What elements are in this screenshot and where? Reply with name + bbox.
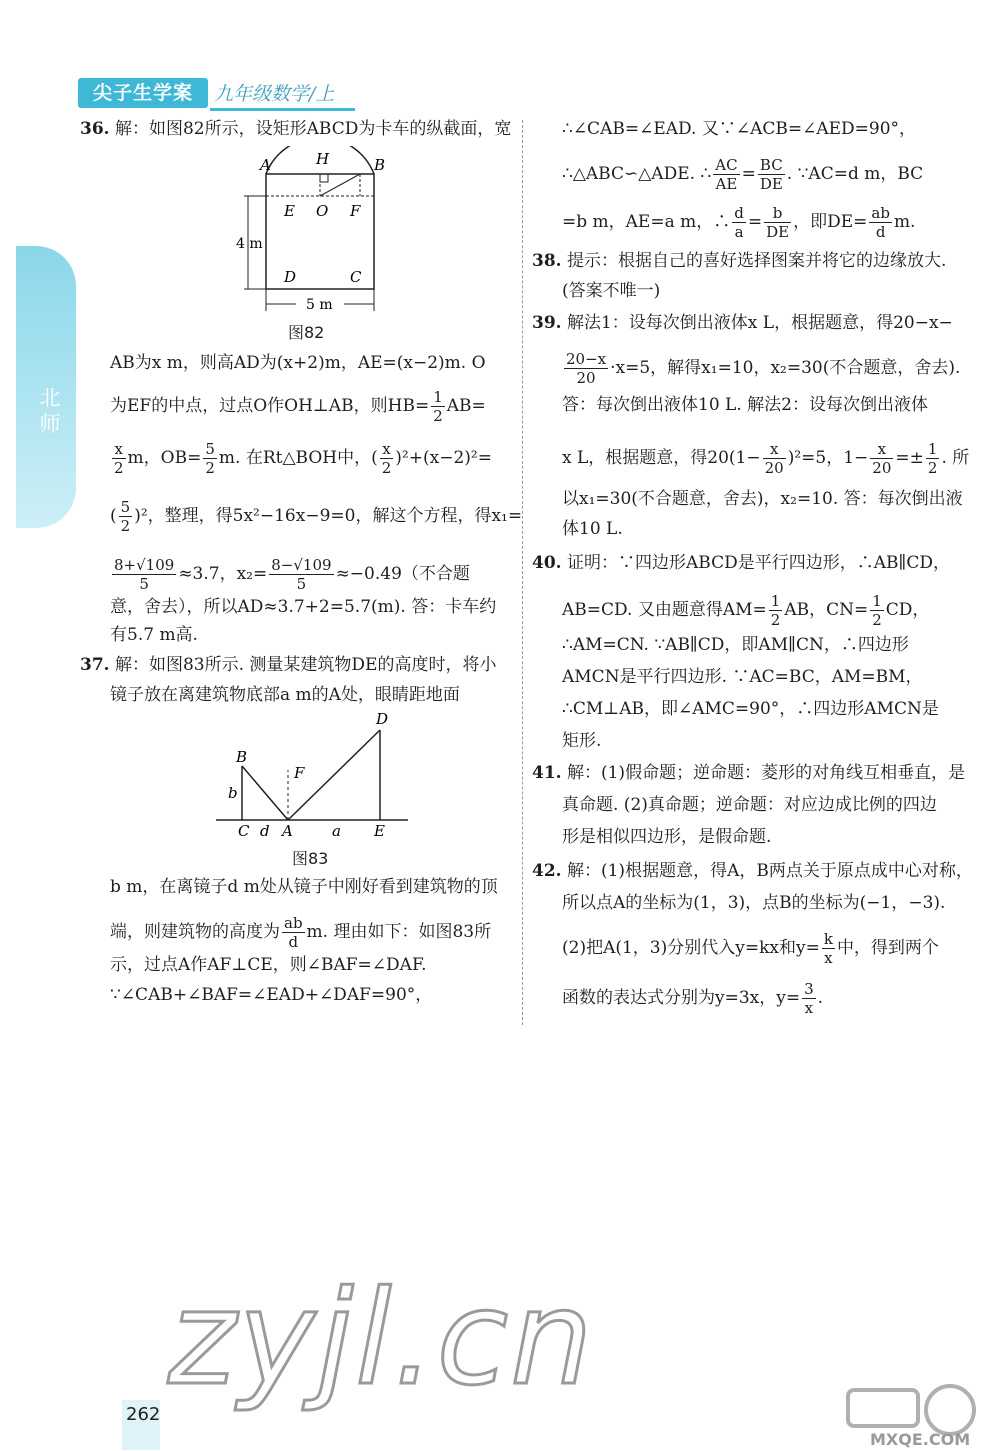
text: =b m，AE=a m，∴ [562,212,731,232]
fraction: $\frac{x}{20}$ [764,440,784,477]
problem-37-line4 [110,914,491,951]
header-subtitle: 九年级数学/上 [214,83,335,105]
figure-83 [212,708,412,848]
fraction: $\frac{1}{2}$ [927,440,938,477]
text: 解法1：设每次倒出液体x L，根据题意，得20−x− [566,313,953,333]
fraction: $\frac{8+√109}{5}$ [114,556,175,593]
problem-41-line2: 真命题. (2)真命题；逆命题：对应边成比例的四边 [562,795,937,815]
figure-82 [236,146,406,326]
text: 解：(1)假命题；逆命题：菱形的对角线互相垂直，是 [566,763,966,783]
problem-number: 42. [532,861,562,881]
problem-37-cont-line2 [562,156,923,193]
fraction: $\frac{5}{2}$ [120,498,131,535]
text: AB= [446,396,486,416]
text: m. 理由如下：如图83所 [306,922,492,942]
segment-ba [242,766,288,820]
fraction: $\frac{x}{20}$ [872,440,892,477]
problem-40-line3: ∴AM=CN. ∵AB∥CD，即AM∥CN，∴四边形 [562,635,909,655]
text: 提示：根据自己的喜好选择图案并将它的边缘放大. [566,251,947,271]
text: . 所 [941,448,970,468]
text: ≈−0.49（不合题 [335,564,470,584]
text: m，OB= [127,448,202,468]
fraction: $\frac{x}{2}$ [114,440,124,477]
fraction: $\frac{ab}{d}$ [284,914,303,951]
text: . ∵AC=d m，BC [786,164,924,184]
text: (2)把A(1，3)分别代入y=kx和y= [562,938,820,958]
problem-42-line2: 所以点A的坐标为(1，3)，点B的坐标为(−1，−3). [562,893,946,913]
problem-40-line4: AMCN是平行四边形. ∵AC=BC，AM=BM， [562,667,923,687]
fraction: $\frac{1}{2}$ [770,592,781,629]
label-b: B [374,156,386,174]
label-d-dist: d [260,822,270,840]
problem-36-line7: 意，舍去），所以AD≈3.7+2=5.7(m). 答：卡车约 [110,597,497,617]
text: AB，CN= [784,600,869,620]
problem-36-line1 [80,118,511,140]
column-divider [522,120,523,1025]
problem-36-line3 [110,388,486,425]
fraction: $\frac{k}{x}$ [823,930,833,967]
header-rule [210,108,355,111]
problem-41-line3: 形是相似四边形，是假命题. [562,827,772,847]
label-d: D [376,710,389,728]
problem-38-line2: (答案不唯一) [562,281,661,301]
label-e: E [284,202,295,220]
text: ≈3.7，x₂= [178,564,268,584]
problem-40-line2 [562,592,929,629]
fraction: $\frac{ab}{d}$ [871,204,890,241]
text: . [817,988,824,1008]
text: 解：(1)根据题意，得A，B两点关于原点成中心对称， [566,861,973,881]
problem-39-line4: x L，根据题意，得20(1− $\frac{x}{20}$ )²=5，1− $\frac{x}{20}$ =± $\frac{1}{2}$ . 所 [562,440,970,477]
text: ，整理，得5x²−16x−9=0，解这个方程，得x₁= [147,506,523,526]
fraction: $\frac{BC}{DE}$ [759,156,783,193]
text: ∴△ABC∽△ADE. ∴ [562,164,712,184]
problem-39-line1 [532,312,953,334]
problem-number: 38. [532,251,562,271]
brand-badge: 尖子生学案 [78,78,208,108]
problem-39-line2 [562,350,960,387]
label-b: B [236,748,248,766]
problem-37-cont-line1: ∴∠CAB=∠EAD. 又∵∠ACB=∠AED=90°， [562,119,917,139]
text: =5，1− [801,448,869,468]
fraction: $\frac{1}{2}$ [872,592,882,629]
label-o: O [316,202,329,220]
problem-37-line5: 示，过点A作AF⊥CE，则∠BAF=∠DAF. [110,955,427,975]
text: 中，得到两个 [836,938,939,958]
text: 端，则建筑物的高度为 [110,922,280,942]
text: 证明：∵四边形ABCD是平行四边形，∴AB∥CD， [566,553,950,573]
label-a: A [260,156,271,174]
label-e: E [374,822,385,840]
watermark-url: MXQE.COM [870,1430,971,1449]
label-height: 4 m [236,236,263,252]
text: 解：如图82所示，设矩形ABCD为卡车的纵截面，宽 [114,119,512,139]
problem-41-line1 [532,762,965,784]
fraction: $\frac{d}{a}$ [734,204,744,241]
figure-83-caption: 图83 [292,849,329,868]
problem-37-line3: b m，在离镜子d m处从镜子中刚好看到建筑物的顶 [110,877,498,897]
fraction: $\frac{AC}{AE}$ [715,156,738,193]
label-a: A [282,822,293,840]
label-c: C [238,822,250,840]
problem-number: 39. [532,313,562,333]
label-c: C [350,268,362,286]
side-tab-label: 北师 [39,386,61,436]
text: 函数的表达式分别为y=3x，y= [562,988,801,1008]
figure-82-caption: 图82 [288,323,325,342]
label-f: F [350,202,361,220]
equals: = [741,164,756,184]
problem-36-line4: $\frac{x}{2}$ m，OB= $\frac{5}{2}$ m. 在Rt△BOH中，( $\frac{x}{2}$ )²+(x−2)²= [114,440,492,477]
problem-36-line2: AB为x m，则高AD为(x+2)m，AE=(x−2)m. O [110,353,486,373]
problem-37-cont-line3: =b m，AE=a m，∴ $\frac{d}{a}$ = $\frac{b}{DE}$ ，即DE= $\frac{ab}{d}$ m. [562,204,916,241]
text: ·x=5，解得x₁=10，x₂=30(不合题意，舍去). [610,358,961,378]
text: x L，根据题意，得20 [562,448,729,468]
problem-39-line5: 以x₁=30(不合题意，舍去)，x₂=10. 答：每次倒出液 [562,489,963,509]
text: AB=CD. 又由题意得AM= [562,600,767,620]
line-ob [320,174,360,196]
problem-number: 40. [532,553,562,573]
label-width: 5 m [306,297,333,313]
problem-37-line2: 镜子放在离建筑物底部a m的A处，眼睛距地面 [110,685,460,705]
problem-36-line6 [110,556,470,593]
text: ，即DE= [793,212,868,232]
problem-42-line4 [562,980,823,1017]
label-h: H [316,150,330,168]
fraction: $\frac{1}{2}$ [433,388,443,425]
right-angle-mark [320,174,328,182]
problem-number: 41. [532,763,562,783]
problem-42-line3 [562,930,939,967]
watermark-text: zyjl.cn [168,1262,595,1414]
problem-42-line1 [532,860,973,882]
text: +(x−2)²= [408,448,492,468]
problem-36-line8: 有5.7 m高. [110,625,198,645]
problem-39-line6: 体10 L. [562,519,623,539]
problem-number: 37. [80,655,110,675]
text: 解：如图83所示. 测量某建筑物DE的高度时，将小 [114,655,497,675]
fraction: $\frac{x}{2}$ [381,440,392,477]
problem-39-line3: 答：每次倒出液体10 L. 解法2：设每次倒出液体 [562,395,928,415]
fraction: $\frac{20-x}{20}$ [566,350,607,387]
problem-37-line6: ∵∠CAB+∠BAF=∠EAD+∠DAF=90°， [110,985,433,1005]
fraction: $\frac{8-√109}{5}$ [271,556,332,593]
fraction: $\frac{3}{x}$ [804,980,814,1017]
fraction: $\frac{b}{DE}$ [766,204,790,241]
problem-40-line5: ∴CM⊥AB，即∠AMC=90°，∴四边形AMCN是 [562,699,939,719]
label-b-height: b [228,784,238,802]
text: CD， [885,600,930,620]
page-number: 262 [126,1404,161,1425]
fraction: $\frac{5}{2}$ [205,440,215,477]
problem-38-line1 [532,250,946,272]
problem-40-line6: 矩形. [562,731,602,751]
text: m. [893,212,916,232]
problem-40-line1 [532,552,950,574]
problem-37-line1 [80,654,496,676]
text: m. 在Rt△BOH中， [218,448,372,468]
text: =± [895,448,924,468]
problem-number: 36. [80,119,110,139]
problem-36-line5: ( $\frac{5}{2}$ )²，整理，得5x²−16x−9=0，解这个方程，得x₁= [110,498,523,535]
label-d: D [284,268,297,286]
label-a-dist: a [332,822,341,840]
text: 为EF的中点，过点O作OH⊥AB，则HB= [110,396,430,416]
label-f: F [294,764,305,782]
